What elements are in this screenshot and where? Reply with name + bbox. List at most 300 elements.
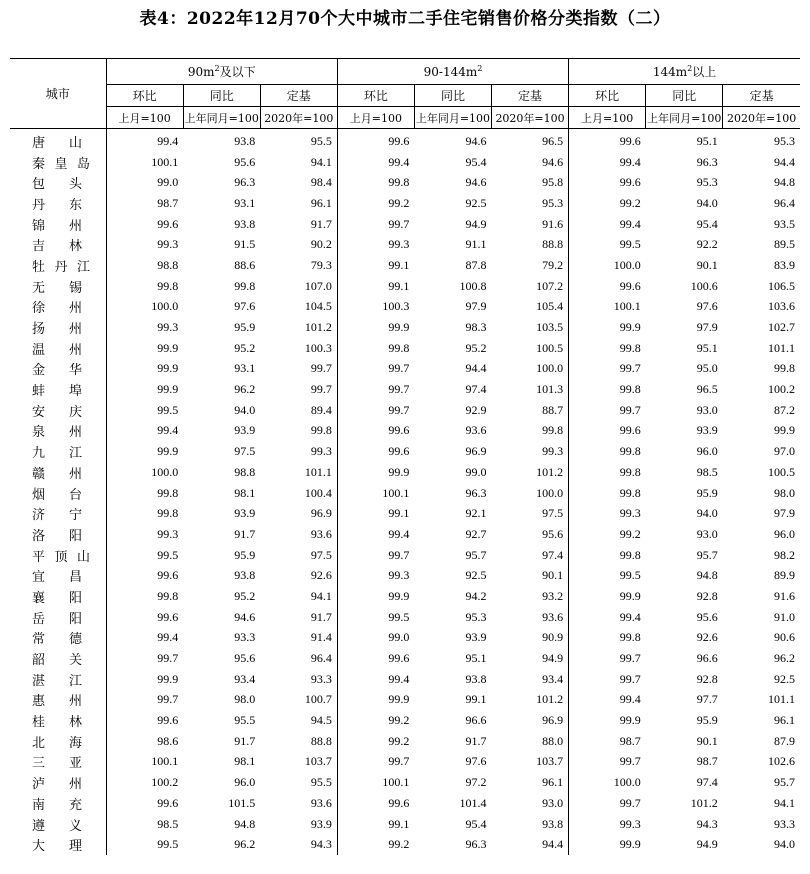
table-row xyxy=(10,483,800,504)
value-cell: 92.1 xyxy=(465,506,487,521)
value-cell: 103.7 xyxy=(304,754,332,769)
value-cell: 99.1 xyxy=(465,692,487,707)
city-name: 赣 州 xyxy=(32,466,82,482)
value-cell: 97.4 xyxy=(696,775,718,790)
city-cell xyxy=(10,690,106,711)
city-cell xyxy=(10,752,106,773)
value-cell: 95.2 xyxy=(234,340,256,355)
metric-header: 定基 xyxy=(260,85,337,107)
value-cell: 97.6 xyxy=(696,299,718,314)
value-cell: 98.7 xyxy=(569,731,646,752)
value-cell: 93.9 xyxy=(696,423,718,438)
city-cell xyxy=(10,503,106,524)
value-cell: 100.1 xyxy=(106,152,183,173)
value-cell: 96.0 xyxy=(696,444,718,459)
value-cell: 99.9 xyxy=(106,379,183,400)
value-cell: 103.5 xyxy=(536,320,564,335)
city-name: 徐 州 xyxy=(32,301,82,317)
value-cell: 91.6 xyxy=(542,216,564,231)
value-cell: 99.3 xyxy=(542,444,564,459)
value-cell: 91.0 xyxy=(774,609,795,624)
value-cell: 93.8 xyxy=(234,216,256,231)
value-cell: 102.6 xyxy=(768,754,795,769)
value-cell: 99.1 xyxy=(337,255,414,276)
value-cell: 97.9 xyxy=(465,299,487,314)
city-name: 牡 丹 江 xyxy=(32,259,90,275)
value-cell: 93.9 xyxy=(234,423,256,438)
city-cell xyxy=(10,255,106,276)
value-cell: 93.2 xyxy=(542,588,564,603)
value-cell: 88.6 xyxy=(234,257,256,272)
table-row xyxy=(10,172,800,193)
value-cell: 99.5 xyxy=(106,834,183,855)
table-row xyxy=(10,503,800,524)
value-cell: 99.7 xyxy=(106,648,183,669)
value-cell: 99.6 xyxy=(106,607,183,628)
value-cell: 79.3 xyxy=(310,257,332,272)
table-row xyxy=(10,255,800,276)
city-cell xyxy=(10,524,106,545)
table-row xyxy=(10,814,800,835)
value-cell: 100.4 xyxy=(304,485,332,500)
value-cell: 96.1 xyxy=(774,713,795,728)
value-cell: 98.7 xyxy=(696,754,718,769)
table-row xyxy=(10,628,800,649)
city-name: 惠 州 xyxy=(32,694,82,710)
value-cell: 100.3 xyxy=(304,340,332,355)
value-cell: 98.7 xyxy=(106,193,183,214)
city-name: 济 宁 xyxy=(32,508,82,524)
city-cell xyxy=(10,152,106,173)
value-cell: 100.0 xyxy=(106,462,183,483)
value-cell: 95.5 xyxy=(310,775,332,790)
city-cell xyxy=(10,648,106,669)
value-cell: 96.3 xyxy=(234,175,256,190)
value-cell: 91.7 xyxy=(310,216,332,231)
value-cell: 94.5 xyxy=(310,713,332,728)
value-cell: 94.0 xyxy=(696,506,718,521)
city-cell xyxy=(10,297,106,318)
city-name: 平 顶 山 xyxy=(32,549,90,565)
value-cell: 97.9 xyxy=(696,320,718,335)
metric-header: 同比 xyxy=(646,85,723,107)
table-row xyxy=(10,586,800,607)
value-cell: 98.8 xyxy=(106,255,183,276)
value-cell: 100.2 xyxy=(106,772,183,793)
value-cell: 99.7 xyxy=(337,359,414,380)
value-cell: 98.0 xyxy=(774,485,795,500)
value-cell: 97.0 xyxy=(774,444,795,459)
value-cell: 95.5 xyxy=(234,713,256,728)
value-cell: 91.7 xyxy=(234,526,256,541)
value-cell: 93.8 xyxy=(234,568,256,583)
value-cell: 96.6 xyxy=(696,651,718,666)
value-cell: 100.3 xyxy=(337,297,414,318)
value-cell: 91.4 xyxy=(310,630,332,645)
value-cell: 95.4 xyxy=(696,216,718,231)
value-cell: 92.6 xyxy=(696,630,718,645)
value-cell: 105.4 xyxy=(536,299,564,314)
base-header: 上月=100 xyxy=(337,107,414,129)
value-cell: 94.4 xyxy=(465,361,487,376)
city-name: 锦 州 xyxy=(32,218,82,234)
value-cell: 99.7 xyxy=(569,400,646,421)
base-header: 上月=100 xyxy=(106,107,183,129)
value-cell: 93.6 xyxy=(310,795,332,810)
city-cell xyxy=(10,276,106,297)
value-cell: 97.2 xyxy=(465,775,487,790)
value-cell: 93.9 xyxy=(310,816,332,831)
value-cell: 100.5 xyxy=(768,464,795,479)
table-row xyxy=(10,338,800,359)
group-header-large: $144m^2$以上 xyxy=(569,59,800,85)
value-cell: 98.3 xyxy=(465,320,487,335)
value-cell: 99.7 xyxy=(337,379,414,400)
value-cell: 99.2 xyxy=(337,731,414,752)
value-cell: 99.6 xyxy=(106,214,183,235)
value-cell: 88.8 xyxy=(542,237,564,252)
value-cell: 99.4 xyxy=(569,690,646,711)
base-header: 上年同月=100 xyxy=(646,107,723,129)
value-cell: 99.9 xyxy=(106,669,183,690)
value-cell: 106.5 xyxy=(768,278,795,293)
value-cell: 89.4 xyxy=(310,402,332,417)
value-cell: 95.4 xyxy=(465,154,487,169)
value-cell: 99.9 xyxy=(774,423,795,438)
value-cell: 99.8 xyxy=(569,441,646,462)
city-cell xyxy=(10,607,106,628)
value-cell: 99.2 xyxy=(337,193,414,214)
value-cell: 101.2 xyxy=(690,795,718,810)
city-name: 北 海 xyxy=(32,735,82,751)
value-cell: 100.1 xyxy=(337,483,414,504)
city-cell xyxy=(10,669,106,690)
city-name: 吉 林 xyxy=(32,239,82,255)
value-cell: 99.0 xyxy=(106,172,183,193)
table-row xyxy=(10,234,800,255)
value-cell: 99.9 xyxy=(569,317,646,338)
value-cell: 100.7 xyxy=(304,692,332,707)
value-cell: 99.8 xyxy=(106,503,183,524)
table-row xyxy=(10,400,800,421)
table-row xyxy=(10,421,800,442)
value-cell: 99.1 xyxy=(337,276,414,297)
value-cell: 99.7 xyxy=(569,648,646,669)
value-cell: 99.4 xyxy=(337,524,414,545)
city-name: 襄 阳 xyxy=(32,590,82,606)
value-cell: 99.8 xyxy=(569,462,646,483)
city-cell xyxy=(10,359,106,380)
value-cell: 99.4 xyxy=(106,129,183,152)
city-name: 常 德 xyxy=(32,632,82,648)
value-cell: 89.5 xyxy=(774,237,795,252)
city-name: 遵 义 xyxy=(32,818,82,834)
value-cell: 99.5 xyxy=(337,607,414,628)
city-cell xyxy=(10,317,106,338)
value-cell: 99.6 xyxy=(106,565,183,586)
metric-header: 环比 xyxy=(569,85,646,107)
value-cell: 91.7 xyxy=(234,733,256,748)
value-cell: 94.6 xyxy=(465,175,487,190)
value-cell: 107.2 xyxy=(536,278,564,293)
city-name: 温 州 xyxy=(32,342,82,358)
value-cell: 92.8 xyxy=(696,671,718,686)
value-cell: 91.7 xyxy=(310,609,332,624)
value-cell: 90.1 xyxy=(696,257,718,272)
value-cell: 95.0 xyxy=(696,361,718,376)
value-cell: 96.0 xyxy=(774,526,795,541)
value-cell: 90.2 xyxy=(310,237,332,252)
page-title: 表4：2022年12月70个大中城市二手住宅销售价格分类指数（二） xyxy=(139,9,671,29)
value-cell: 94.1 xyxy=(310,588,332,603)
table-row xyxy=(10,152,800,173)
value-cell: 95.9 xyxy=(696,485,718,500)
value-cell: 95.1 xyxy=(696,340,718,355)
value-cell: 94.2 xyxy=(465,588,487,603)
metric-header: 环比 xyxy=(106,85,183,107)
value-cell: 102.7 xyxy=(768,320,795,335)
value-cell: 98.5 xyxy=(106,814,183,835)
value-cell: 96.5 xyxy=(696,382,718,397)
value-cell: 87.2 xyxy=(774,402,795,417)
value-cell: 94.3 xyxy=(696,816,718,831)
value-cell: 95.7 xyxy=(465,547,487,562)
value-cell: 93.6 xyxy=(310,526,332,541)
value-cell: 93.1 xyxy=(234,361,256,376)
value-cell: 95.6 xyxy=(542,526,564,541)
value-cell: 99.6 xyxy=(569,129,646,152)
value-cell: 99.8 xyxy=(542,423,564,438)
city-cell xyxy=(10,338,106,359)
value-cell: 99.6 xyxy=(569,172,646,193)
city-cell xyxy=(10,545,106,566)
value-cell: 99.4 xyxy=(106,628,183,649)
value-cell: 101.5 xyxy=(228,795,256,810)
table-row xyxy=(10,793,800,814)
city-name: 桂 林 xyxy=(32,715,82,731)
value-cell: 99.8 xyxy=(106,483,183,504)
value-cell: 99.6 xyxy=(569,421,646,442)
value-cell: 100.5 xyxy=(536,340,564,355)
city-name: 无 锡 xyxy=(32,280,82,296)
value-cell: 99.7 xyxy=(337,545,414,566)
city-name: 唐 山 xyxy=(32,135,82,151)
value-cell: 99.8 xyxy=(106,276,183,297)
value-cell: 103.6 xyxy=(768,299,795,314)
value-cell: 92.8 xyxy=(696,588,718,603)
value-cell: 93.8 xyxy=(234,133,256,148)
value-cell: 100.8 xyxy=(459,278,487,293)
value-cell: 96.4 xyxy=(774,195,795,210)
value-cell: 97.6 xyxy=(465,754,487,769)
value-cell: 92.5 xyxy=(465,568,487,583)
value-cell: 95.3 xyxy=(465,609,487,624)
city-cell xyxy=(10,814,106,835)
city-name: 岳 阳 xyxy=(32,611,82,627)
value-cell: 94.4 xyxy=(774,154,795,169)
value-cell: 99.7 xyxy=(337,400,414,421)
value-cell: 94.8 xyxy=(696,568,718,583)
value-cell: 101.1 xyxy=(768,340,795,355)
value-cell: 100.1 xyxy=(337,772,414,793)
value-cell: 94.3 xyxy=(310,837,332,852)
city-name: 安 庆 xyxy=(32,404,82,420)
city-cell xyxy=(10,400,106,421)
value-cell: 98.8 xyxy=(234,464,256,479)
value-cell: 99.8 xyxy=(337,338,414,359)
value-cell: 107.0 xyxy=(304,278,332,293)
value-cell: 99.9 xyxy=(569,586,646,607)
city-cell xyxy=(10,710,106,731)
value-cell: 99.7 xyxy=(569,752,646,773)
value-cell: 90.1 xyxy=(542,568,564,583)
value-cell: 87.8 xyxy=(465,257,487,272)
table-row xyxy=(10,441,800,462)
table-row xyxy=(10,834,800,855)
base-header: 2020年=100 xyxy=(723,107,800,129)
value-cell: 92.9 xyxy=(465,402,487,417)
value-cell: 99.3 xyxy=(569,814,646,835)
value-cell: 97.9 xyxy=(774,506,795,521)
metric-header: 定基 xyxy=(723,85,800,107)
city-cell xyxy=(10,129,106,152)
value-cell: 100.0 xyxy=(536,361,564,376)
base-header: 2020年=100 xyxy=(260,107,337,129)
city-cell xyxy=(10,834,106,855)
table-row xyxy=(10,772,800,793)
value-cell: 99.7 xyxy=(106,690,183,711)
city-header: 城市 xyxy=(10,59,106,129)
table-row xyxy=(10,297,800,318)
value-cell: 88.0 xyxy=(542,733,564,748)
value-cell: 94.1 xyxy=(310,154,332,169)
value-cell: 99.7 xyxy=(569,669,646,690)
city-name: 扬 州 xyxy=(32,322,82,338)
city-name: 湛 江 xyxy=(32,673,82,689)
value-cell: 99.9 xyxy=(106,338,183,359)
city-name: 秦 皇 岛 xyxy=(32,156,90,172)
city-cell xyxy=(10,441,106,462)
table-row xyxy=(10,607,800,628)
value-cell: 96.1 xyxy=(542,775,564,790)
value-cell: 100.2 xyxy=(768,382,795,397)
value-cell: 99.8 xyxy=(337,172,414,193)
value-cell: 92.2 xyxy=(696,237,718,252)
value-cell: 99.8 xyxy=(569,545,646,566)
value-cell: 97.4 xyxy=(542,547,564,562)
city-name: 金 华 xyxy=(32,363,82,379)
value-cell: 99.1 xyxy=(337,503,414,524)
value-cell: 99.9 xyxy=(337,462,414,483)
value-cell: 101.2 xyxy=(536,692,564,707)
value-cell: 94.9 xyxy=(542,651,564,666)
table-row xyxy=(10,317,800,338)
value-cell: 99.9 xyxy=(569,834,646,855)
value-cell: 96.3 xyxy=(465,837,487,852)
value-cell: 99.9 xyxy=(337,317,414,338)
value-cell: 99.2 xyxy=(337,834,414,855)
city-cell xyxy=(10,172,106,193)
metric-header: 环比 xyxy=(337,85,414,107)
value-cell: 95.6 xyxy=(234,651,256,666)
city-cell xyxy=(10,462,106,483)
value-cell: 93.4 xyxy=(234,671,256,686)
value-cell: 97.5 xyxy=(542,506,564,521)
value-cell: 95.3 xyxy=(542,195,564,210)
value-cell: 99.3 xyxy=(337,565,414,586)
value-cell: 99.8 xyxy=(569,628,646,649)
value-cell: 98.4 xyxy=(310,175,332,190)
table-row xyxy=(10,276,800,297)
value-cell: 83.9 xyxy=(774,257,795,272)
value-cell: 98.2 xyxy=(774,547,795,562)
base-header: 上年同月=100 xyxy=(414,107,491,129)
value-cell: 91.7 xyxy=(465,733,487,748)
value-cell: 96.2 xyxy=(234,382,256,397)
value-cell: 93.6 xyxy=(542,609,564,624)
value-cell: 103.7 xyxy=(536,754,564,769)
value-cell: 93.4 xyxy=(542,671,564,686)
value-cell: 100.0 xyxy=(536,485,564,500)
value-cell: 96.3 xyxy=(465,485,487,500)
value-cell: 101.2 xyxy=(536,464,564,479)
value-cell: 99.6 xyxy=(337,793,414,814)
city-cell xyxy=(10,214,106,235)
value-cell: 93.8 xyxy=(465,671,487,686)
value-cell: 99.4 xyxy=(337,152,414,173)
city-cell xyxy=(10,234,106,255)
value-cell: 99.2 xyxy=(569,193,646,214)
value-cell: 99.4 xyxy=(106,421,183,442)
table-row xyxy=(10,752,800,773)
value-cell: 99.7 xyxy=(337,752,414,773)
value-cell: 99.8 xyxy=(310,423,332,438)
value-cell: 99.4 xyxy=(569,214,646,235)
value-cell: 88.8 xyxy=(310,733,332,748)
value-cell: 94.6 xyxy=(542,154,564,169)
base-header: 上月=100 xyxy=(569,107,646,129)
value-cell: 96.9 xyxy=(465,444,487,459)
value-cell: 99.7 xyxy=(569,359,646,380)
value-cell: 99.8 xyxy=(234,278,256,293)
value-cell: 93.3 xyxy=(310,671,332,686)
city-name: 泉 州 xyxy=(32,425,82,441)
value-cell: 95.9 xyxy=(234,320,256,335)
value-cell: 93.8 xyxy=(542,816,564,831)
metric-header: 同比 xyxy=(414,85,491,107)
value-cell: 94.8 xyxy=(234,816,256,831)
value-cell: 94.0 xyxy=(234,402,256,417)
table-row xyxy=(10,129,800,152)
value-cell: 94.6 xyxy=(465,133,487,148)
value-cell: 95.9 xyxy=(234,547,256,562)
value-cell: 101.4 xyxy=(459,795,487,810)
value-cell: 96.9 xyxy=(310,506,332,521)
value-cell: 90.1 xyxy=(696,733,718,748)
value-cell: 91.6 xyxy=(774,588,795,603)
value-cell: 89.9 xyxy=(774,568,795,583)
value-cell: 87.9 xyxy=(774,733,795,748)
table-row xyxy=(10,214,800,235)
value-cell: 95.2 xyxy=(234,588,256,603)
value-cell: 99.3 xyxy=(337,234,414,255)
value-cell: 97.6 xyxy=(234,299,256,314)
value-cell: 95.3 xyxy=(696,175,718,190)
value-cell: 93.1 xyxy=(234,195,256,210)
city-name: 蚌 埠 xyxy=(32,384,82,400)
value-cell: 99.6 xyxy=(569,276,646,297)
value-cell: 96.1 xyxy=(310,195,332,210)
